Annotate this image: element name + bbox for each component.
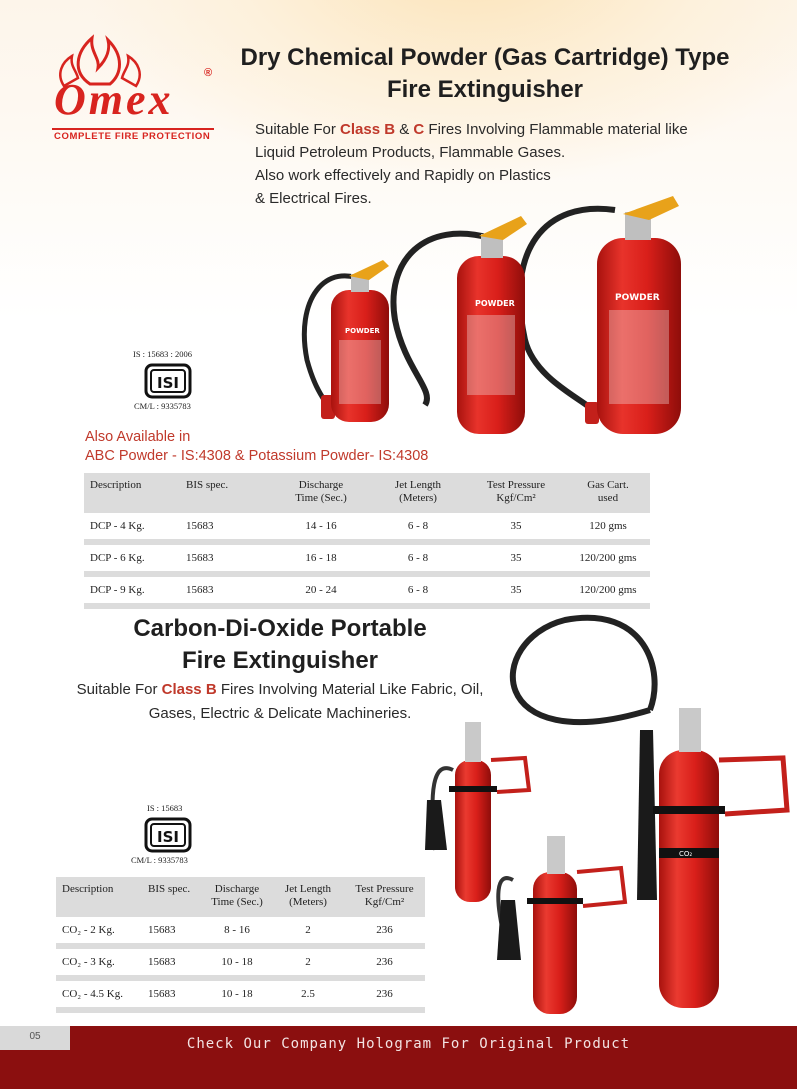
table-row [56,917,425,943]
table-header-cell [272,877,342,917]
table-header-text: Kgf/Cm² [364,896,405,908]
isi-license-co2: CM/L : 9335783 [131,855,188,865]
dcp-title-line2: Fire Extinguisher [386,76,584,103]
co2-title-line2: Fire Extinguisher [181,647,379,674]
table-header-text: Discharge [298,479,344,491]
co2-title [80,613,480,677]
isi-license-dcp: CM/L : 9335783 [134,401,191,411]
table-row [84,545,650,571]
dcp-title-line1: Dry Chemical Powder (Gas Cartridge) Type [240,44,730,71]
dcp-desc-post: Fires Involving Flammable material like [424,121,688,138]
table-cell: CO₂ - 3 Kg. [62,956,115,968]
co2-desc-pre: Suitable For [76,681,162,698]
table-cell: DCP - 6 Kg. [90,552,145,564]
class-c-highlight: C [413,121,425,138]
table-cell: 10 - 18 [221,956,253,968]
table-header-text: used [597,492,619,504]
table-header-cell [180,473,272,513]
table-header-text: (Meters) [289,896,327,908]
table-cell: DCP - 4 Kg. [90,520,145,532]
table-cell: 120 gms [589,520,627,532]
table-row [84,513,650,539]
dcp-desc-amp: & [395,121,414,138]
table-header-text: Kgf/Cm² [496,492,536,504]
table-cell: 120/200 gms [579,584,637,596]
table-header-cell [272,473,368,513]
table-cell: 20 - 24 [305,584,337,596]
table-row [56,949,425,975]
co2-cylinder-label: CO₂ [679,850,693,858]
page-number: 05 [0,1026,70,1050]
table-header-text: Gas Cart. [587,479,629,491]
isi-standard-dcp: IS : 15683 : 2006 [133,349,193,359]
svg-text:POWDER: POWDER [475,299,515,308]
co2-class-b-highlight: Class B [161,681,217,698]
table-header-text: Time (Sec.) [211,896,263,908]
brand-tagline: COMPLETE FIRE PROTECTION [54,131,211,142]
svg-text:POWDER: POWDER [345,327,380,335]
brand-wordmark: Omex [54,75,174,124]
table-cell: DCP - 9 Kg. [90,584,145,596]
table-cell: 6 - 8 [407,552,429,564]
also-available [85,428,428,466]
table-header-cell [84,473,180,513]
table-header-text: Description [62,883,114,895]
table-cell: 15683 [186,584,214,596]
table-header-text: (Meters) [399,492,437,504]
table-header-cell [142,877,200,917]
isi-mark-icon [143,816,193,854]
table-cell: 35 [510,552,522,564]
table-divider-cell [56,1007,425,1013]
also-available-line1: Also Available in [85,429,191,445]
table-row [84,577,650,603]
table-cell: 15683 [186,552,214,564]
table-cell: 10 - 18 [221,988,253,1000]
table-cell: 15683 [148,924,176,936]
table-cell: 236 [376,924,393,936]
dcp-spec-table [84,473,650,609]
table-header-text: BIS spec. [186,479,229,491]
table-cell: CO₂ - 4.5 Kg. [62,988,123,1000]
isi-standard-co2: IS : 15683 [147,803,183,813]
table-header-cell [466,473,564,513]
table-cell: 8 - 16 [224,924,250,936]
table-cell: 35 [510,584,522,596]
table-cell: CO₂ - 2 Kg. [62,924,115,936]
hologram-notice: Check Our Company Hologram For Original Product [186,1036,631,1052]
table-header-text: BIS spec. [148,883,191,895]
table-cell: 120/200 gms [579,552,637,564]
table-cell: 16 - 18 [305,552,337,564]
table-cell: 15683 [148,988,176,1000]
co2-spec-table [56,877,425,1013]
table-header-cell [200,877,272,917]
table-header-text: Discharge [214,883,260,895]
co2-title-line1: Carbon-Di-Oxide Portable [133,615,427,642]
table-header-text: Test Pressure [486,479,546,491]
co2-extinguishers-image [425,610,795,1015]
table-cell: 35 [510,520,522,532]
table-row [56,981,425,1007]
dcp-desc-line4: & Electrical Fires. [255,190,372,207]
table-header-cell [56,877,142,917]
table-header-text: Jet Length [394,479,442,491]
registered-mark: ® [204,67,213,79]
co2-desc-line2: Gases, Electric & Delicate Machineries. [148,705,412,722]
table-cell: 6 - 8 [407,584,429,596]
table-cell: 2 [305,956,311,968]
svg-text:POWDER: POWDER [615,293,660,303]
class-b-highlight: Class B [340,121,396,138]
table-header-text: Jet Length [284,883,332,895]
table-header-row [56,877,425,917]
dcp-title [206,42,764,106]
table-divider-cell [84,603,650,609]
table-cell: 2.5 [301,988,315,1000]
dcp-desc-pre: Suitable For [255,121,341,138]
table-header-text: Test Pressure [355,883,414,895]
table-cell: 15683 [148,956,176,968]
co2-desc-post: Fires Involving Material Like Fabric, Oil, [216,681,484,698]
dcp-desc-line2: Liquid Petroleum Products, Flammable Gases. [255,144,566,161]
dcp-extinguishers-image [285,190,725,440]
isi-mark-icon [143,362,193,400]
isi-mark-text: ISI [157,828,179,846]
also-available-line2: ABC Powder - IS:4308 & Potassium Powder- IS:4308 [85,448,429,464]
table-header-text: Description [90,479,142,491]
table-cell: 236 [376,988,393,1000]
table-cell: 14 - 16 [305,520,337,532]
table-row-divider [56,1007,425,1013]
dcp-desc-line1 [255,118,735,141]
table-header-cell [368,473,466,513]
isi-mark-text: ISI [157,374,179,392]
table-header-text: Time (Sec.) [295,492,347,504]
table-cell: 2 [305,924,311,936]
dcp-desc-line3: Also work effectively and Rapidly on Plastics [255,167,551,184]
table-row-divider [84,603,650,609]
table-header-row [84,473,650,513]
table-cell: 6 - 8 [407,520,429,532]
table-header-cell [564,473,650,513]
table-cell: 15683 [186,520,214,532]
table-header-cell [342,877,425,917]
table-cell: 236 [376,956,393,968]
